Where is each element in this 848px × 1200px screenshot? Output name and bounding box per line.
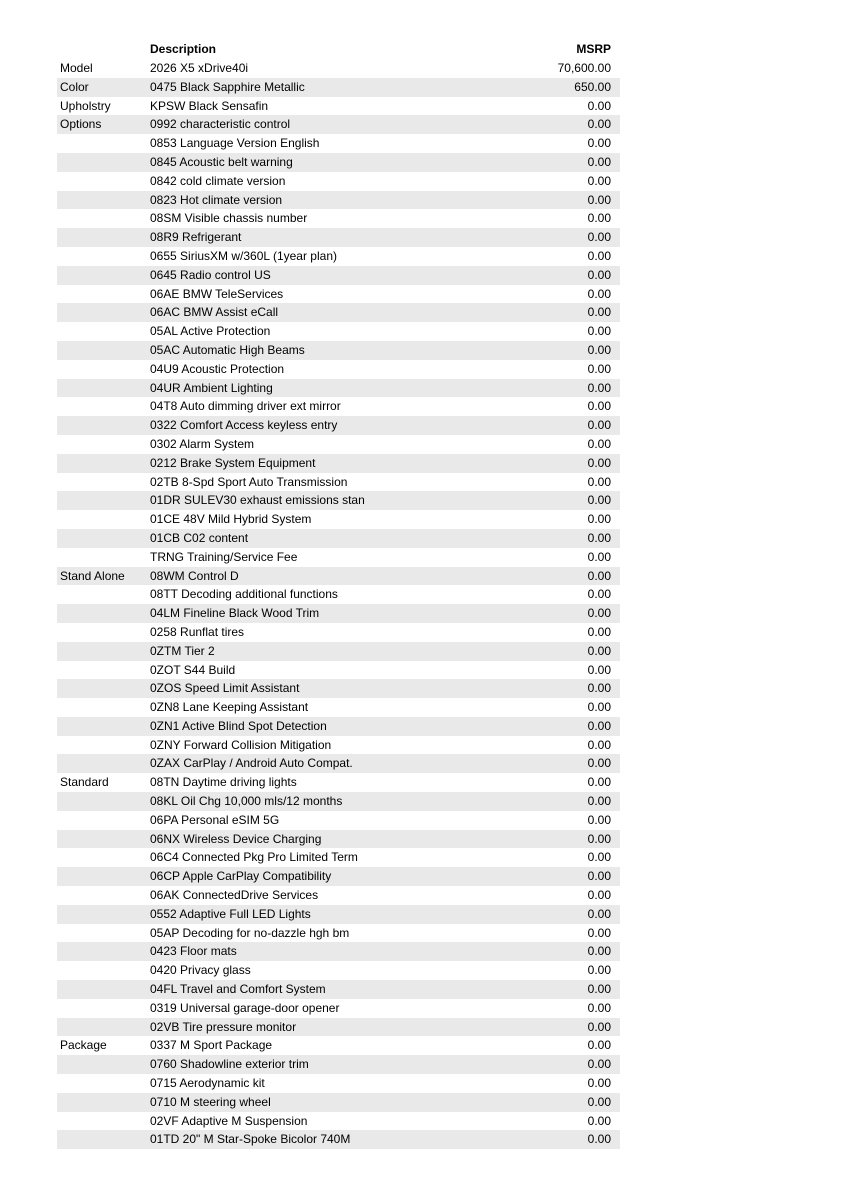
table-row [57, 360, 620, 379]
row-description: 0ZOS Speed Limit Assistant [150, 681, 300, 696]
table-row [57, 811, 620, 830]
table-row [57, 510, 620, 529]
row-description: 0ZN1 Active Blind Spot Detection [150, 718, 327, 733]
table-row [57, 228, 620, 247]
row-description: 01CB C02 content [150, 530, 249, 545]
row-msrp: 0.00 [587, 906, 611, 921]
row-description: 01CE 48V Mild Hybrid System [150, 512, 312, 527]
table-rows [57, 59, 620, 1149]
table-header [57, 39, 620, 59]
row-msrp: 0.00 [587, 117, 611, 132]
row-msrp: 0.00 [587, 436, 611, 451]
row-description: 08TN Daytime driving lights [150, 775, 297, 790]
table-row [57, 698, 620, 717]
row-description: 06AC BMW Assist eCall [150, 305, 279, 320]
row-description: 0337 M Sport Package [150, 1038, 273, 1053]
row-msrp: 0.00 [587, 192, 611, 207]
table-row [57, 209, 620, 228]
row-description: 04FL Travel and Comfort System [150, 982, 326, 997]
row-msrp: 650.00 [574, 79, 611, 94]
row-msrp: 0.00 [587, 850, 611, 865]
row-msrp: 0.00 [587, 681, 611, 696]
row-msrp: 0.00 [587, 662, 611, 677]
row-description: 08TT Decoding additional functions [150, 587, 338, 602]
header-description: Description [150, 42, 217, 56]
row-msrp: 0.00 [587, 568, 611, 583]
row-msrp: 0.00 [587, 455, 611, 470]
row-msrp: 0.00 [587, 737, 611, 752]
table-row [57, 416, 620, 435]
row-msrp: 0.00 [587, 380, 611, 395]
table-row [57, 134, 620, 153]
row-description: 08WM Control D [150, 568, 239, 583]
row-description: 0475 Black Sapphire Metallic [150, 79, 305, 94]
table-row [57, 567, 620, 586]
row-description: 0992 characteristic control [150, 117, 291, 132]
table-row [57, 1112, 620, 1131]
row-msrp: 0.00 [587, 700, 611, 715]
row-description: 0420 Privacy glass [150, 963, 251, 978]
row-description: 0655 SiriusXM w/360L (1year plan) [150, 248, 337, 263]
table-row [57, 454, 620, 473]
row-msrp: 0.00 [587, 286, 611, 301]
row-description: 01DR SULEV30 exhaust emissions stan [150, 493, 365, 508]
row-description: 08KL Oil Chg 10,000 mls/12 months [150, 794, 343, 809]
table-row [57, 924, 620, 943]
row-description: 0552 Adaptive Full LED Lights [150, 906, 311, 921]
table-row [57, 1093, 620, 1112]
row-description: 0ZOT S44 Build [150, 662, 236, 677]
row-category: Stand Alone [60, 568, 125, 583]
row-description: 08R9 Refrigerant [150, 230, 242, 245]
row-description: 0853 Language Version English [150, 136, 320, 151]
row-msrp: 0.00 [587, 1019, 611, 1034]
table-row [57, 848, 620, 867]
row-msrp: 0.00 [587, 643, 611, 658]
table-row [57, 961, 620, 980]
row-msrp: 0.00 [587, 418, 611, 433]
row-description: 0ZAX CarPlay / Android Auto Compat. [150, 756, 353, 771]
table-row [57, 172, 620, 191]
row-description: 08SM Visible chassis number [150, 211, 308, 226]
row-msrp: 0.00 [587, 230, 611, 245]
row-msrp: 70,600.00 [557, 61, 611, 75]
row-description: 01TD 20" M Star-Spoke Bicolor 740M [150, 1132, 351, 1147]
row-msrp: 0.00 [587, 530, 611, 545]
table-row [57, 717, 620, 736]
table-row [57, 153, 620, 172]
row-msrp: 0.00 [587, 624, 611, 639]
row-description: 04T8 Auto dimming driver ext mirror [150, 399, 341, 414]
row-category: Color [60, 79, 89, 94]
row-msrp: 0.00 [587, 211, 611, 226]
table-row [57, 548, 620, 567]
row-msrp: 0.00 [587, 324, 611, 339]
row-description: TRNG Training/Service Fee [150, 549, 298, 564]
table-row [57, 491, 620, 510]
table-row [57, 379, 620, 398]
row-description: 06AE BMW TeleServices [150, 286, 284, 301]
table-row [57, 585, 620, 604]
table-row [57, 623, 620, 642]
table-row [57, 942, 620, 961]
row-msrp: 0.00 [587, 474, 611, 489]
row-description: 0823 Hot climate version [150, 192, 283, 207]
table-row [57, 266, 620, 285]
table-row [57, 867, 620, 886]
row-msrp: 0.00 [587, 399, 611, 414]
row-description: 0322 Comfort Access keyless entry [150, 418, 338, 433]
row-category: Model [60, 61, 93, 75]
row-msrp: 0.00 [587, 718, 611, 733]
row-msrp: 0.00 [587, 1038, 611, 1053]
row-description: 06CP Apple CarPlay Compatibility [150, 869, 332, 884]
row-description: 02TB 8-Spd Sport Auto Transmission [150, 474, 348, 489]
table-row [57, 247, 620, 266]
row-description: 04UR Ambient Lighting [150, 380, 273, 395]
row-description: 04LM Fineline Black Wood Trim [150, 606, 320, 621]
row-msrp: 0.00 [587, 756, 611, 771]
row-msrp: 0.00 [587, 493, 611, 508]
row-description: 02VB Tire pressure monitor [150, 1019, 297, 1034]
table-row [57, 285, 620, 304]
table-row [57, 1036, 620, 1055]
table-row [57, 980, 620, 999]
table-row [57, 1055, 620, 1074]
row-category: Package [60, 1038, 107, 1053]
row-msrp: 0.00 [587, 1000, 611, 1015]
row-msrp: 0.00 [587, 812, 611, 827]
table-row [57, 1018, 620, 1037]
table-row [57, 830, 620, 849]
table-row [57, 1130, 620, 1149]
table-row [57, 754, 620, 773]
row-msrp: 0.00 [587, 305, 611, 320]
row-description: 0ZTM Tier 2 [150, 643, 215, 658]
row-description: 0760 Shadowline exterior trim [150, 1057, 309, 1072]
table-row [57, 303, 620, 322]
table-row [57, 341, 620, 360]
row-description: 0ZNY Forward Collision Mitigation [150, 737, 332, 752]
row-msrp: 0.00 [587, 869, 611, 884]
row-msrp: 0.00 [587, 98, 611, 113]
row-msrp: 0.00 [587, 925, 611, 940]
row-description: 0423 Floor mats [150, 944, 237, 959]
row-description: 02VF Adaptive M Suspension [150, 1113, 308, 1128]
row-description: 06NX Wireless Device Charging [150, 831, 322, 846]
row-category: Upholstry [60, 98, 111, 113]
table-row [57, 905, 620, 924]
table-row [57, 59, 620, 78]
row-msrp: 0.00 [587, 173, 611, 188]
row-description: 0845 Acoustic belt warning [150, 154, 293, 169]
table-row [57, 397, 620, 416]
table-row [57, 1074, 620, 1093]
table-row [57, 886, 620, 905]
row-msrp: 0.00 [587, 342, 611, 357]
row-msrp: 0.00 [587, 136, 611, 151]
table-row [57, 773, 620, 792]
row-msrp: 0.00 [587, 1057, 611, 1072]
row-description: 0710 M steering wheel [150, 1094, 271, 1109]
row-msrp: 0.00 [587, 794, 611, 809]
table-row [57, 191, 620, 210]
table-row [57, 736, 620, 755]
row-msrp: 0.00 [587, 587, 611, 602]
row-msrp: 0.00 [587, 963, 611, 978]
row-description: 06AK ConnectedDrive Services [150, 888, 319, 903]
row-msrp: 0.00 [587, 1113, 611, 1128]
row-description: 0715 Aerodynamic kit [150, 1076, 265, 1091]
table-row [57, 661, 620, 680]
row-description: 05AL Active Protection [150, 324, 271, 339]
row-msrp: 0.00 [587, 154, 611, 169]
row-msrp: 0.00 [587, 775, 611, 790]
row-msrp: 0.00 [587, 944, 611, 959]
header-msrp: MSRP [576, 42, 611, 56]
row-description: 05AC Automatic High Beams [150, 342, 305, 357]
row-category: Standard [60, 775, 109, 790]
table-row [57, 529, 620, 548]
row-msrp: 0.00 [587, 549, 611, 564]
row-description: KPSW Black Sensafin [150, 98, 269, 113]
table-row [57, 999, 620, 1018]
row-description: 0212 Brake System Equipment [150, 455, 316, 470]
table-row [57, 115, 620, 134]
row-msrp: 0.00 [587, 248, 611, 263]
row-msrp: 0.00 [587, 512, 611, 527]
row-msrp: 0.00 [587, 361, 611, 376]
table-row [57, 604, 620, 623]
row-description: 0319 Universal garage-door opener [150, 1000, 340, 1015]
row-description: 0842 cold climate version [150, 173, 286, 188]
row-description: 0ZN8 Lane Keeping Assistant [150, 700, 309, 715]
row-msrp: 0.00 [587, 831, 611, 846]
table-row [57, 792, 620, 811]
row-msrp: 0.00 [587, 606, 611, 621]
row-msrp: 0.00 [587, 267, 611, 282]
table-row [57, 473, 620, 492]
row-description: 0645 Radio control US [150, 267, 271, 282]
row-msrp: 0.00 [587, 888, 611, 903]
table-row [57, 679, 620, 698]
row-msrp: 0.00 [587, 1132, 611, 1147]
row-description: 06C4 Connected Pkg Pro Limited Term [150, 850, 358, 865]
table-row [57, 97, 620, 116]
row-description: 0258 Runflat tires [150, 624, 245, 639]
vehicle-spec-table [57, 39, 620, 1149]
row-msrp: 0.00 [587, 982, 611, 997]
table-row [57, 642, 620, 661]
row-msrp: 0.00 [587, 1076, 611, 1091]
row-category: Options [60, 117, 102, 132]
row-description: 04U9 Acoustic Protection [150, 361, 285, 376]
row-description: 0302 Alarm System [150, 436, 255, 451]
table-row [57, 435, 620, 454]
row-description: 06PA Personal eSIM 5G [150, 812, 280, 827]
row-description: 2026 X5 xDrive40i [150, 61, 249, 75]
row-msrp: 0.00 [587, 1094, 611, 1109]
table-row [57, 322, 620, 341]
table-row [57, 78, 620, 97]
row-description: 05AP Decoding for no-dazzle hgh bm [150, 925, 350, 940]
